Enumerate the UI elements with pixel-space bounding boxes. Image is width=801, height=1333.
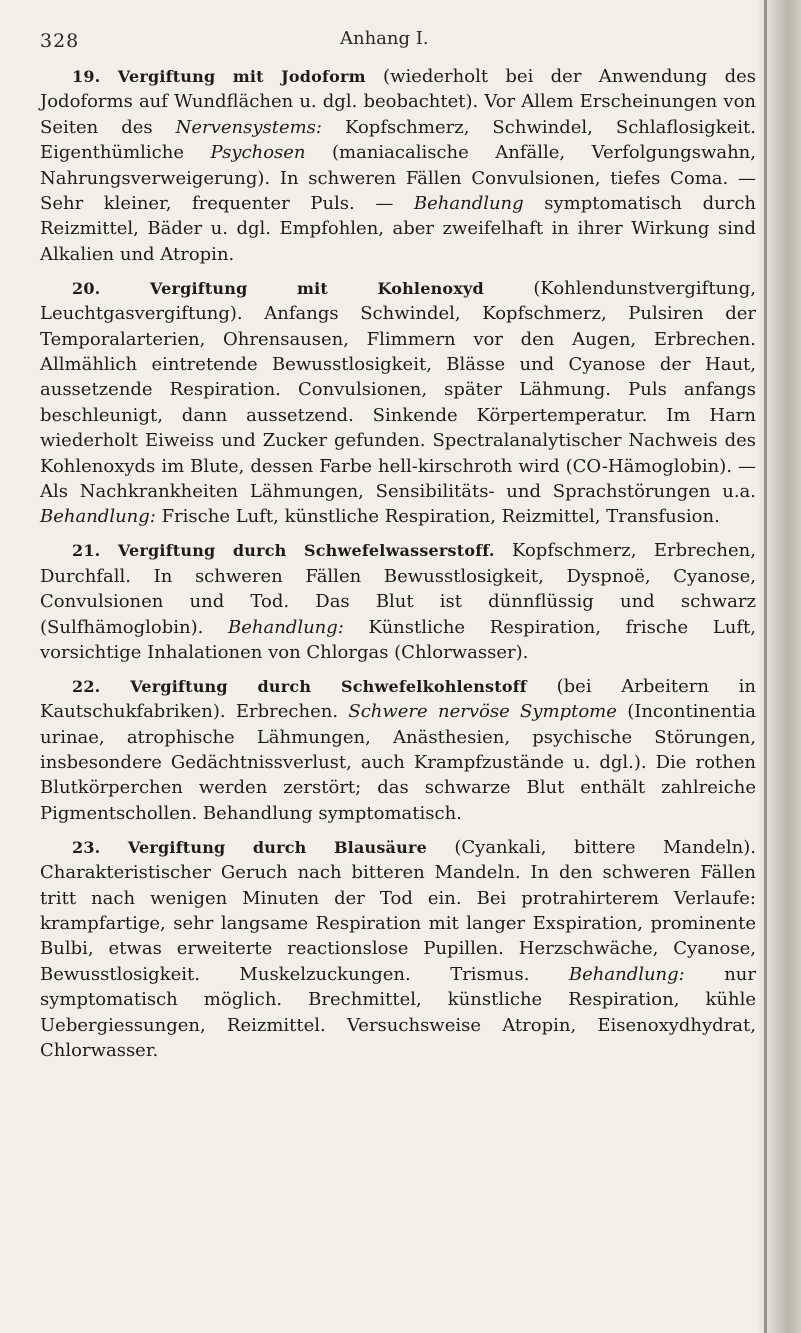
text-run: Kopfschmerz, Erbrechen, Durchfall. In schweren Fällen Bewusstlosigkeit, Dyspnoë, Cyanose, Convulsionen und Tod. Das Blut ist dünnflüssig und schwarz (Sulfhämoglobin). [40,540,756,638]
paragraph-p19 [40,64,756,267]
italic-term: Nervensystems: [175,116,322,138]
text-run: (maniacalische Anfälle, Verfolgungswahn, Nahrungsverweigerung). In schweren Fällen Convulsionen, tiefes Coma. — Sehr kleiner, frequenter Puls. — [40,142,756,215]
section-heading: 19. Vergiftung mit Jodoform [72,67,366,86]
page-number: 328 [40,30,80,52]
binding-line [764,0,767,1333]
paragraph-p21 [40,538,756,665]
section-heading: 23. Vergiftung durch Blausäure [72,837,427,857]
body-text [40,64,756,1072]
italic-term: Schwere nervöse Symptome [348,701,617,723]
section-heading: 20. Vergiftung mit Kohlenoxyd [72,278,484,298]
paragraph-p23 [40,835,756,1064]
text-run: Frische Luft, künstliche Respiration, Reizmittel, Transfusion. [155,506,720,528]
text-run: (Cyankali, bittere Mandeln). Charakteristischer Geruch nach bitteren Mandeln. In den schweren Fällen tritt nach wenigen Minuten der Tod ein. Bei protrahirterem Verlaufe: krampfartige, sehr langsame Respiration mit langer Exspiration, prominente Bulbi, etwas erweiterte reactionslose Pupillen. Herzschwäche, Cyanose, Bewusstlosigkeit. Muskelzuckungen. Trismus. [40,836,756,985]
text-run: (Kohlendunstvergiftung, Leuchtgasvergiftung). Anfangs Schwindel, Kopfschmerz, Pulsiren der Temporalarterien, Ohrensausen, Flimmern vor den Augen, Erbrechen. Allmählich eintretende Bewusstlosigkeit, Blässe und Cyanose der Haut, aussetzende Respiration. Convulsionen, später Lähmung. Puls anfangs beschleunigt, dann aussetzend. Sinkende Körpertemperatur. Im Harn wiederholt Eiweiss und Zucker gefunden. Spectralanalytischer Nachweis des Kohlenoxyds im Blute, dessen Farbe hell-kirschroth wird (CO-Hämoglobin). — Als Nachkrankheiten Lähmungen, Sensibilitäts- und Sprachstörungen u.a. [40,277,756,502]
italic-term: Behandlung [413,193,524,215]
paragraph-p22 [40,674,756,826]
section-heading: 22. Vergiftung durch Schwefelkohlenstoff [72,676,527,696]
paragraph-p20 [40,276,756,530]
italic-term: Behandlung: [568,963,685,985]
italic-term: Behandlung: [228,616,344,638]
section-heading: 21. Vergiftung durch Schwefelwasserstoff. [72,541,495,561]
running-title: Anhang I. [340,28,429,49]
page-header [0,0,801,60]
text-run: (Incontinentia urinae, atrophische Lähmungen, Anästhesien, psychische Störungen, insbesondere Gedächtnissverlust, auch Krampfzustände u. dgl.). Die rothen Blutkörperchen werden zerstört; das schwarze Blut enthält zahlreiche Pigmentschollen. Behandlung symptomatisch. [40,701,756,824]
text-run: symptomatisch durch Reizmittel, Bäder u. dgl. Empfohlen, aber zweifelhaft in ihrer Wirkung sind Alkalien und Atropin. [40,193,756,265]
italic-term: Psychosen [210,142,306,164]
text-run: Kopfschmerz, Schwindel, Schlaflosigkeit. Eigenthümliche [40,116,756,164]
text-run: Künstliche Respiration, frische Luft, vorsichtige Inhalationen von Chlorgas (Chlorwasser). [40,616,756,663]
text-run: (bei Arbeitern in Kautschukfabriken). Erbrechen. [40,675,757,723]
italic-term: Behandlung: [40,506,156,528]
text-run: (wiederholt bei der Anwendung des Jodoforms auf Wundflächen u. dgl. beobachtet). Vor Allem Erscheinungen von Seiten des [40,66,756,138]
text-run: nur symptomatisch möglich. Brechmittel, künstliche Respiration, kühle Uebergiessungen, Reizmittel. Versuchsweise Atropin, Eisenoxydhydrat, Chlorwasser. [40,963,756,1062]
